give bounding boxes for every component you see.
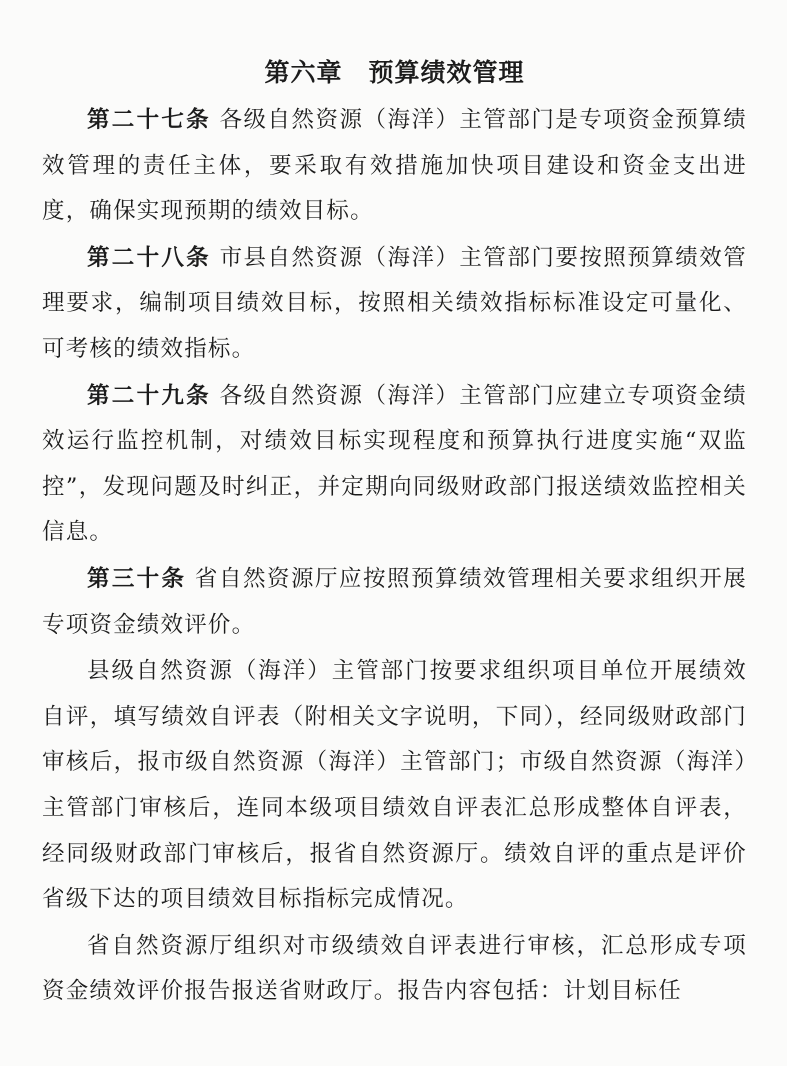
body-paragraph	[42, 924, 747, 1015]
article-paragraph	[42, 236, 747, 373]
article-paragraph	[42, 374, 747, 556]
body-paragraph	[42, 649, 747, 923]
article-number: 第二十八条	[87, 244, 211, 271]
article-text: 各级自然资源（海洋）主管部门是专项资金预算绩效管理的责任主体，要采取有效措施加快项目建设和资金支出进度，确保实现预期的绩效目标。	[42, 107, 747, 225]
article-paragraph	[42, 98, 747, 235]
article-text: 各级自然资源（海洋）主管部门应建立专项资金绩效运行监控机制，对绩效目标实现程度和预算执行进度实施“双监控”，发现问题及时纠正，并定期向同级财政部门报送绩效监控相关信息。	[42, 382, 747, 546]
chapter-title: 第六章 预算绩效管理	[264, 58, 525, 87]
article-number: 第二十九条	[87, 382, 211, 409]
article-text: 省自然资源厅应按照预算绩效管理相关要求组织开展专项资金绩效评价。	[42, 565, 747, 638]
paragraph-text: 省自然资源厅组织对市级绩效自评表进行审核，汇总形成专项资金绩效评价报告报送省财政厅。报告内容包括：计划目标任	[42, 932, 747, 1005]
article-paragraph	[42, 557, 747, 648]
article-text: 市县自然资源（海洋）主管部门要按照预算绩效管理要求，编制项目绩效目标，按照相关绩效指标标准设定可量化、可考核的绩效指标。	[42, 244, 747, 362]
article-number: 第三十条	[87, 565, 187, 592]
paragraph-text: 县级自然资源（海洋）主管部门按要求组织项目单位开展绩效自评，填写绩效自评表（附相关文字说明，下同），经同级财政部门审核后，报市级自然资源（海洋）主管部门；市级自然资源（海洋）主管部门审核后，连同本级项目绩效自评表汇总形成整体自评表，经同级财政部门审核后，报省自然资源厅。绩效自评的重点是评价省级下达的项目绩效目标指标完成情况。	[42, 658, 747, 913]
article-number: 第二十七条	[87, 107, 211, 133]
